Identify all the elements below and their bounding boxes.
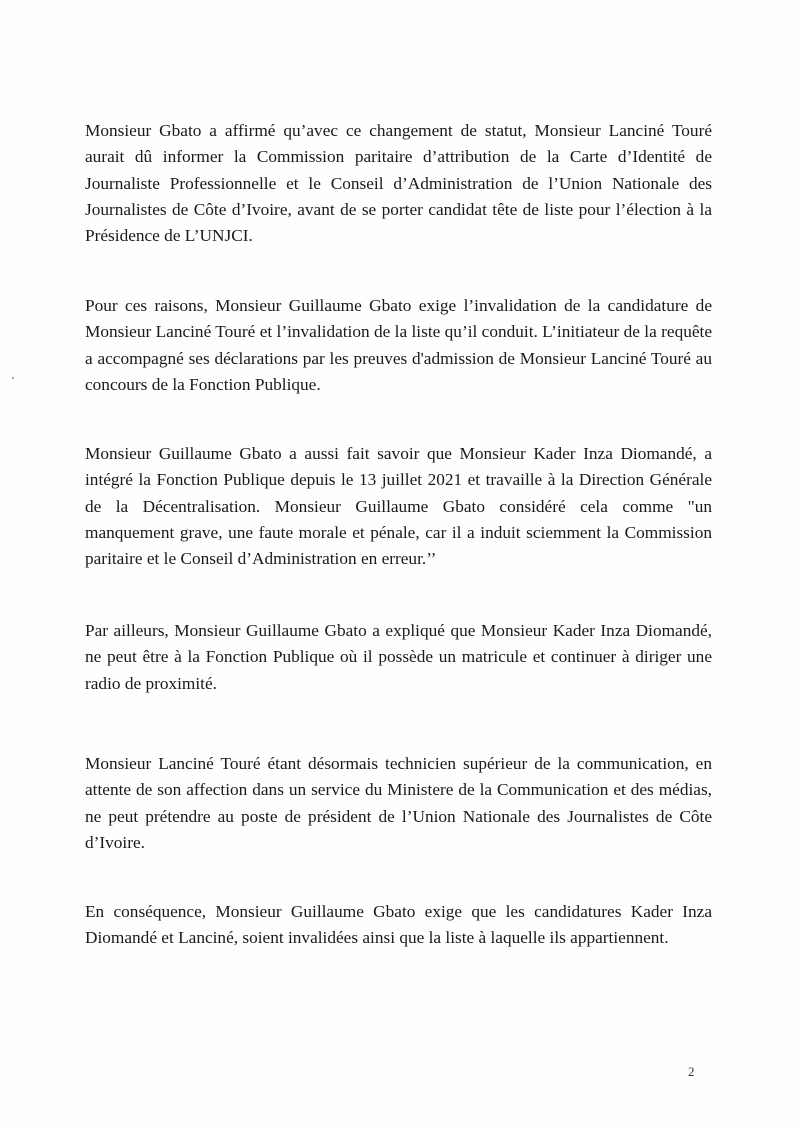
paragraph-consequence: En conséquence, Monsieur Guillaume Gbato exige que les candidatures Kader Inza Diomandé et Lanciné, soient invalidées ainsi que la liste à laquelle ils appartiennent.: [85, 902, 712, 948]
scan-speck: [12, 377, 14, 379]
paragraph-invalidation-demand: Pour ces raisons, Monsieur Guillaume Gbato exige l’invalidation de la candidature de Monsieur Lanciné Touré et l’invalidation de la liste qu’il conduit. L’initiateur de la requête a accompagné ses déclarations par les preuves d'admission de Monsieur Lanciné Touré au concours de la Fonction Publique.: [85, 296, 712, 394]
page-number: 2: [688, 1064, 695, 1079]
paragraph-diomande-fonction-publique: Monsieur Guillaume Gbato a aussi fait savoir que Monsieur Kader Inza Diomandé, a intégré la Fonction Publique depuis le 13 juillet 2021 et travaille à la Direction Générale de la Décentralisation. Monsieur Guillaume Gbato considéré cela comme "un manquement grave, une faute morale et pénale, car il a induit sciemment la Commission paritaire et le Conseil d’Administration en erreur.’’: [85, 444, 712, 569]
paragraph-gbato-statement: Monsieur Gbato a affirmé qu’avec ce changement de statut, Monsieur Lanciné Touré aurait dû informer la Commission paritaire d’attribution de la Carte d’Identité de Journaliste Professionnelle et le Conseil d’Administration de l’Union Nationale des Journalistes de Côte d’Ivoire, avant de se porter candidat tête de liste pour l’élection à la Présidence de L’UNJCI.: [85, 121, 712, 246]
paragraph-toure-technicien: Monsieur Lanciné Touré étant désormais technicien supérieur de la communication, en attente de son affection dans un service du Ministere de la Communication et des médias, ne peut prétendre au poste de président de l’Union Nationale des Journalistes de Côte d’Ivoire.: [85, 754, 712, 852]
paragraph-radio-proximite: Par ailleurs, Monsieur Guillaume Gbato a expliqué que Monsieur Kader Inza Diomandé, ne peut être à la Fonction Publique où il possède un matricule et continuer à diriger une radio de proximité.: [85, 621, 712, 693]
